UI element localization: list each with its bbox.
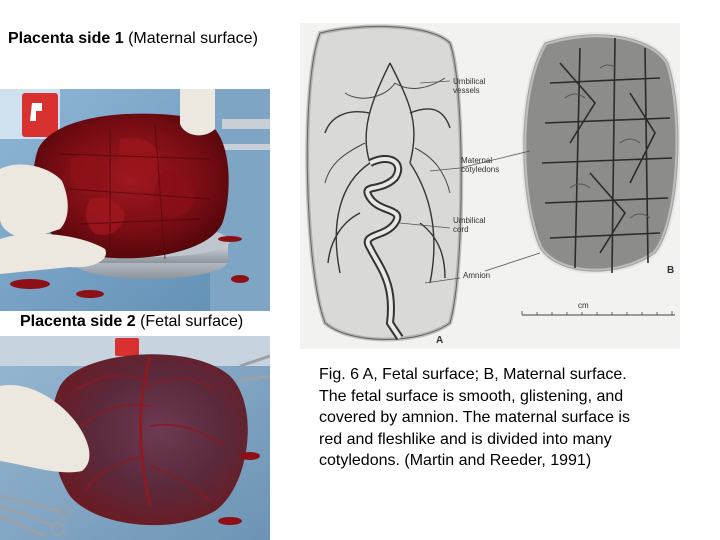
heading-1-bold: Placenta side 1 [8, 30, 124, 47]
maternal-surface-heading [8, 30, 258, 48]
maternal-surface-photo-svg [0, 89, 270, 311]
label-umbilical-cord-1: Umbilical [453, 216, 486, 225]
heading-2-normal: (Fetal surface) [135, 313, 244, 330]
placenta-diagram [300, 23, 680, 349]
caption-line: Fig. 6 A, Fetal surface; B, Maternal surface. [319, 366, 627, 383]
label-maternal-cotyledons-1: Maternal [461, 156, 493, 165]
placenta-diagram-svg [300, 23, 680, 349]
maternal-surface-photo [0, 89, 270, 311]
caption-line: red and fleshlike and is divided into many [319, 430, 612, 448]
caption-line: cotyledons. (Martin and Reeder, 1991) [319, 452, 592, 469]
label-umbilical-cord-2: cord [453, 225, 469, 234]
label-maternal-cotyledons-2: cotyledons [461, 165, 500, 174]
label-umbilical-vessels-2: vessels [453, 86, 480, 95]
caption-line: covered by amnion. The maternal surface is [319, 409, 630, 426]
label-panel-b: B [667, 265, 675, 276]
label-scale-cm: cm [578, 301, 589, 310]
fetal-surface-photo [0, 336, 270, 540]
label-panel-a: A [436, 335, 444, 346]
fetal-surface-heading [20, 313, 243, 331]
label-umbilical-vessels-1: Umbilical [453, 77, 486, 86]
heading-2-bold: Placenta side 2 [20, 313, 136, 330]
label-amnion: Amnion [463, 271, 491, 280]
caption-line: The fetal surface is smooth, glistening, and [319, 387, 624, 405]
heading-1-normal: (Maternal surface) [123, 30, 258, 47]
figure-caption [319, 364, 689, 472]
fetal-surface-photo-svg [0, 336, 270, 540]
